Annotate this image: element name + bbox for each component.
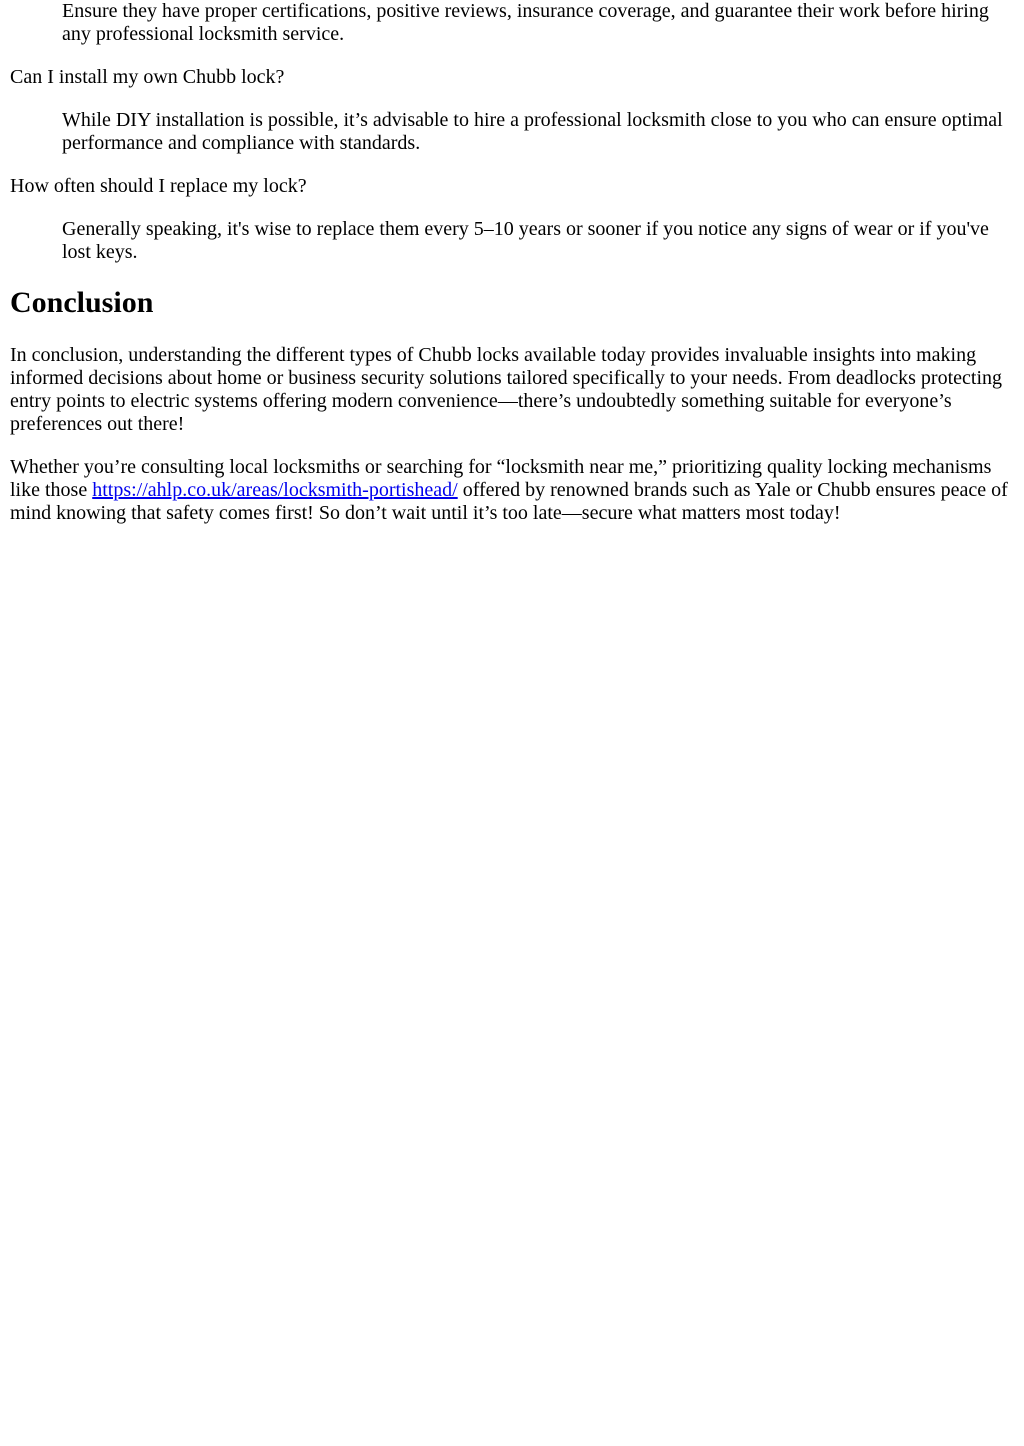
faq-list [10,0,1014,264]
faq-answer: While DIY installation is possible, it’s advisable to hire a professional locksmith close to you who can ensure optimal performance and compliance with standards. [62,109,1003,154]
faq-question: How often should I replace my lock? [10,175,307,197]
locksmith-portishead-link[interactable]: https://ahlp.co.uk/areas/locksmith-portishead/ [92,479,458,501]
faq-answer: Ensure they have proper certifications, positive reviews, insurance coverage, and guarantee their work before hiring any professional locksmith service. [62,0,989,45]
conclusion-paragraph: In conclusion, understanding the different types of Chubb locks available today provides invaluable insights into making informed decisions about home or business security solutions tailored specifically to your needs. From deadlocks protecting entry points to electric systems offering modern convenience—there’s undoubtedly something suitable for everyone’s preferences out there! [10,344,1003,435]
paragraph-text-after-link: offered by renowned brands such as Yale or Chubb ensures peace of mind knowing that safety comes first! So don’t wait until it’s too late—secure what matters most today! [10,479,1008,524]
faq-question: Can I install my own Chubb lock? [10,66,285,88]
conclusion-paragraph-with-link [10,456,1014,525]
faq-answer: Generally speaking, it's wise to replace them every 5–10 years or sooner if you notice any signs of wear or if you've lost keys. [62,218,989,263]
article-page [10,0,1014,525]
conclusion-heading: Conclusion [10,286,154,319]
paragraph-text-before-link: Whether you’re consulting local locksmiths or searching for “locksmith near me,” prioritizing quality locking mechanisms like those [10,456,992,501]
